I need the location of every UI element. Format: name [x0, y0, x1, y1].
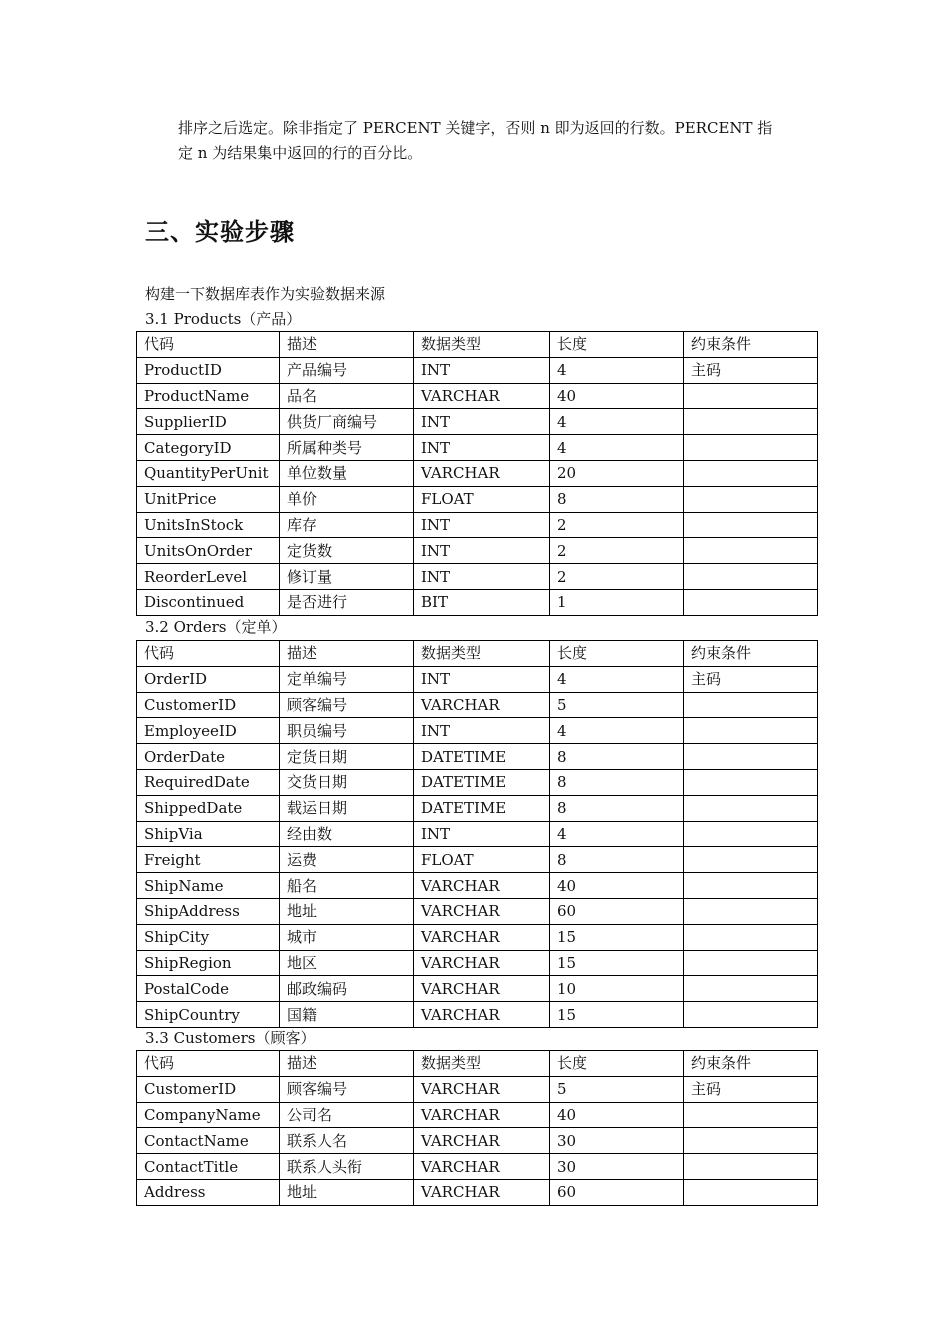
table-header-row [137, 1051, 818, 1077]
header-cell: 代码 [137, 641, 280, 667]
table-cell: CategoryID [137, 435, 280, 461]
table-cell [684, 383, 818, 409]
table-cell: 30 [550, 1154, 684, 1180]
table-cell: FLOAT [414, 847, 550, 873]
table-row [137, 435, 818, 461]
table-row [137, 744, 818, 770]
section-heading: 三、实验步骤 [145, 218, 295, 246]
table-cell: 顾客编号 [280, 692, 414, 718]
table-cell: 5 [550, 692, 684, 718]
table-cell: 定货数 [280, 538, 414, 564]
table-cell: FLOAT [414, 486, 550, 512]
table-cell: VARCHAR [414, 1002, 550, 1028]
intro-line-2: 定 n 为结果集中返回的行的百分比。 [178, 144, 423, 162]
table-header-row [137, 332, 818, 358]
table-cell: ReorderLevel [137, 564, 280, 590]
table-cell: 4 [550, 435, 684, 461]
table-cell: DATETIME [414, 769, 550, 795]
header-cell: 长度 [550, 641, 684, 667]
table-cell: 主码 [684, 357, 818, 383]
table-cell: 15 [550, 924, 684, 950]
table-cell: 4 [550, 821, 684, 847]
table-row [137, 486, 818, 512]
table-cell: UnitsOnOrder [137, 538, 280, 564]
table-cell: 8 [550, 486, 684, 512]
table-cell: 库存 [280, 512, 414, 538]
table-cell [684, 1179, 818, 1205]
table-row [137, 1179, 818, 1205]
table-cell [684, 1154, 818, 1180]
table-cell: ContactName [137, 1128, 280, 1154]
table-cell: VARCHAR [414, 976, 550, 1002]
table-row [137, 1154, 818, 1180]
table-cell: ShipRegion [137, 950, 280, 976]
table-cell: 是否进行 [280, 589, 414, 615]
table-cell: 联系人名 [280, 1128, 414, 1154]
table-cell: 2 [550, 538, 684, 564]
table-cell: 主码 [684, 1076, 818, 1102]
table-row [137, 718, 818, 744]
header-cell: 数据类型 [414, 1051, 550, 1077]
table-cell: CustomerID [137, 692, 280, 718]
table-cell: 8 [550, 847, 684, 873]
customers-table [136, 1050, 818, 1206]
table-cell: 8 [550, 795, 684, 821]
table-cell: ShipName [137, 873, 280, 899]
intro-line-1: 排序之后选定。除非指定了 PERCENT 关键字，否则 n 即为返回的行数。PERCENT 指 [178, 119, 773, 137]
table-cell [684, 692, 818, 718]
table-cell [684, 873, 818, 899]
table-cell: 运费 [280, 847, 414, 873]
table-cell: 40 [550, 1102, 684, 1128]
table-cell [684, 847, 818, 873]
table-cell: 单价 [280, 486, 414, 512]
table-cell: CustomerID [137, 1076, 280, 1102]
table-cell: VARCHAR [414, 1154, 550, 1180]
table-row [137, 589, 818, 615]
table-cell: 定单编号 [280, 666, 414, 692]
header-cell: 描述 [280, 332, 414, 358]
table-cell: 8 [550, 769, 684, 795]
table-cell: EmployeeID [137, 718, 280, 744]
table-cell: 修订量 [280, 564, 414, 590]
table-cell: OrderID [137, 666, 280, 692]
table-cell: VARCHAR [414, 924, 550, 950]
table-cell: 地区 [280, 950, 414, 976]
table-row [137, 692, 818, 718]
table-cell: VARCHAR [414, 692, 550, 718]
table-cell: 5 [550, 1076, 684, 1102]
table-cell: INT [414, 564, 550, 590]
table-cell [684, 538, 818, 564]
table-cell: VARCHAR [414, 898, 550, 924]
table-row [137, 924, 818, 950]
table-cell: 60 [550, 898, 684, 924]
table-cell: ShipCity [137, 924, 280, 950]
header-cell: 数据类型 [414, 641, 550, 667]
table-cell: 2 [550, 564, 684, 590]
customers-caption: 3.3 Customers（顾客） [145, 1029, 316, 1047]
table-cell: VARCHAR [414, 1128, 550, 1154]
table-cell [684, 486, 818, 512]
table-row [137, 409, 818, 435]
table-cell: 经由数 [280, 821, 414, 847]
table-row [137, 769, 818, 795]
table-cell [684, 460, 818, 486]
table-cell: ProductName [137, 383, 280, 409]
table-cell: 联系人头衔 [280, 1154, 414, 1180]
table-cell: VARCHAR [414, 873, 550, 899]
table-cell: Address [137, 1179, 280, 1205]
table-cell [684, 924, 818, 950]
table-row [137, 873, 818, 899]
table-row [137, 666, 818, 692]
table-cell [684, 1128, 818, 1154]
table-cell: 船名 [280, 873, 414, 899]
header-cell: 数据类型 [414, 332, 550, 358]
header-cell: 描述 [280, 1051, 414, 1077]
table-cell: 20 [550, 460, 684, 486]
orders-caption: 3.2 Orders（定单） [145, 618, 287, 636]
table-cell: OrderDate [137, 744, 280, 770]
table-cell: ContactTitle [137, 1154, 280, 1180]
table-cell: 定货日期 [280, 744, 414, 770]
header-cell: 长度 [550, 332, 684, 358]
table-cell: PostalCode [137, 976, 280, 1002]
header-cell: 约束条件 [684, 332, 818, 358]
table-cell: 10 [550, 976, 684, 1002]
table-cell [684, 435, 818, 461]
table-header-row [137, 641, 818, 667]
table-cell: INT [414, 512, 550, 538]
table-cell: CompanyName [137, 1102, 280, 1128]
table-cell [684, 1002, 818, 1028]
lead-text: 构建一下数据库表作为实验数据来源 [145, 285, 386, 303]
table-cell: ShipVia [137, 821, 280, 847]
table-cell: 品名 [280, 383, 414, 409]
table-row [137, 357, 818, 383]
table-cell: 30 [550, 1128, 684, 1154]
table-cell: 职员编号 [280, 718, 414, 744]
table-cell: DATETIME [414, 795, 550, 821]
table-cell [684, 821, 818, 847]
table-cell: INT [414, 409, 550, 435]
table-cell [684, 409, 818, 435]
table-row [137, 564, 818, 590]
table-cell: 单位数量 [280, 460, 414, 486]
table-cell [684, 1102, 818, 1128]
table-cell: 顾客编号 [280, 1076, 414, 1102]
table-cell: VARCHAR [414, 950, 550, 976]
table-row [137, 795, 818, 821]
table-cell: Discontinued [137, 589, 280, 615]
table-cell: INT [414, 718, 550, 744]
table-cell [684, 950, 818, 976]
header-cell: 描述 [280, 641, 414, 667]
header-cell: 代码 [137, 332, 280, 358]
table-cell: 4 [550, 718, 684, 744]
table-row [137, 512, 818, 538]
table-cell: 8 [550, 744, 684, 770]
header-cell: 代码 [137, 1051, 280, 1077]
table-cell: 15 [550, 1002, 684, 1028]
table-cell [684, 512, 818, 538]
table-cell: 4 [550, 666, 684, 692]
header-cell: 约束条件 [684, 641, 818, 667]
table-cell: VARCHAR [414, 1102, 550, 1128]
table-cell [684, 718, 818, 744]
table-cell: SupplierID [137, 409, 280, 435]
header-cell: 长度 [550, 1051, 684, 1077]
table-cell: 载运日期 [280, 795, 414, 821]
table-cell [684, 976, 818, 1002]
table-row [137, 821, 818, 847]
table-cell: 交货日期 [280, 769, 414, 795]
table-row [137, 950, 818, 976]
table-cell: 15 [550, 950, 684, 976]
table-row [137, 1128, 818, 1154]
table-cell: 4 [550, 357, 684, 383]
table-cell: ProductID [137, 357, 280, 383]
table-cell [684, 795, 818, 821]
table-cell: ShipCountry [137, 1002, 280, 1028]
table-cell: UnitsInStock [137, 512, 280, 538]
table-row [137, 847, 818, 873]
table-row [137, 460, 818, 486]
table-cell: UnitPrice [137, 486, 280, 512]
header-cell: 约束条件 [684, 1051, 818, 1077]
table-cell: RequiredDate [137, 769, 280, 795]
table-cell: 供货厂商编号 [280, 409, 414, 435]
table-cell: 地址 [280, 1179, 414, 1205]
table-row [137, 538, 818, 564]
table-cell: 40 [550, 873, 684, 899]
table-cell [684, 589, 818, 615]
table-cell: 2 [550, 512, 684, 538]
table-row [137, 1002, 818, 1028]
table-cell [684, 744, 818, 770]
table-cell: INT [414, 435, 550, 461]
table-cell: ShippedDate [137, 795, 280, 821]
table-cell [684, 564, 818, 590]
table-cell: INT [414, 538, 550, 564]
table-cell: 60 [550, 1179, 684, 1205]
table-row [137, 383, 818, 409]
table-cell: ShipAddress [137, 898, 280, 924]
table-cell: VARCHAR [414, 1076, 550, 1102]
table-cell: VARCHAR [414, 1179, 550, 1205]
table-cell: 4 [550, 409, 684, 435]
products-table [136, 331, 818, 616]
table-cell: 邮政编码 [280, 976, 414, 1002]
table-cell: DATETIME [414, 744, 550, 770]
table-cell: 公司名 [280, 1102, 414, 1128]
table-row [137, 898, 818, 924]
table-cell: 主码 [684, 666, 818, 692]
intro-paragraph [178, 116, 810, 166]
table-cell: QuantityPerUnit [137, 460, 280, 486]
products-caption: 3.1 Products（产品） [145, 310, 302, 328]
table-cell: VARCHAR [414, 460, 550, 486]
table-cell: 所属种类号 [280, 435, 414, 461]
table-cell: 地址 [280, 898, 414, 924]
table-cell: 国籍 [280, 1002, 414, 1028]
table-cell: INT [414, 357, 550, 383]
table-cell: VARCHAR [414, 383, 550, 409]
table-cell: INT [414, 821, 550, 847]
table-cell [684, 898, 818, 924]
table-cell: 城市 [280, 924, 414, 950]
table-cell: 产品编号 [280, 357, 414, 383]
table-cell: Freight [137, 847, 280, 873]
orders-table [136, 640, 818, 1028]
table-cell: BIT [414, 589, 550, 615]
table-row [137, 1076, 818, 1102]
table-row [137, 1102, 818, 1128]
table-cell: INT [414, 666, 550, 692]
table-cell: 1 [550, 589, 684, 615]
table-cell: 40 [550, 383, 684, 409]
table-row [137, 976, 818, 1002]
table-cell [684, 769, 818, 795]
